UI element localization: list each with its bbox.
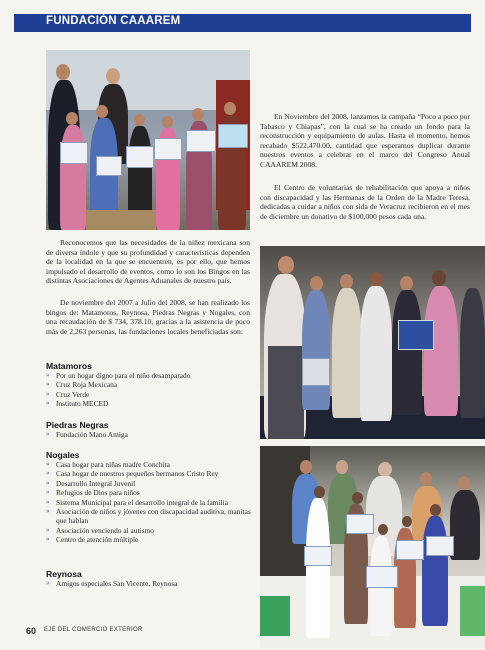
right-paragraph-1: En Noviembre del 2008, lanzamos la campaña “Poco a poco por Tabasco y Chiapas”, con la cual se ha creado un fondo para la reconstrucción y equipamiento de aulas. Hasta el momento, hemos recabado $522,470.00, cantidad que esperamos duplicar durante nuestros eventos a celebrar en el marco del Congreso Anual CAAAREM 2008.: [260, 112, 470, 169]
photo-donation-group: [260, 246, 485, 439]
list-item: » Asociación venciendo al autismo: [46, 526, 252, 535]
section-heading: Nogales: [46, 450, 80, 460]
section-list: [46, 430, 252, 439]
section-heading: Reynosa: [46, 569, 82, 579]
section-heading: Piedras Negras: [46, 420, 109, 430]
list-item: » Refugios de Dios para niños: [46, 488, 252, 497]
list-item: » Cruz Roja Mexicana: [46, 380, 252, 389]
list-item: » Instituto MECED: [46, 399, 252, 408]
list-item: » Sistema Municipal para el desarrollo integral de la familia: [46, 498, 252, 507]
photo-children-diplomas: [260, 446, 485, 649]
list-item: » Amigos especiales San Vicente, Reynosa: [46, 579, 252, 588]
photo-children-certificates: [46, 50, 250, 230]
list-item: » Desarrollo Integral Juvenil: [46, 479, 252, 488]
header-title: FUNDACIÓN CAAAREM: [46, 15, 181, 27]
section-list: [46, 371, 252, 409]
list-item: » Por un hogar digno para el niño desamparado: [46, 371, 252, 380]
publication-name: EJE DEL COMERCIO EXTERIOR: [44, 627, 143, 633]
list-item: » Casa hogar de nuestros pequeños hermanos Cristo Rey: [46, 469, 252, 478]
section-list: [46, 460, 252, 545]
left-paragraph-1: Reconocemos que las necesidades de la niñez mexicana son de diversa índole y que su profundidad y características dependen de la localidad en la que se encuentren, es por ello, que hemos impulsado el desarrollo de eventos, como lo son los Bingos en las distintas Asociaciones de Agentes Aduanales de nuestro país.: [46, 238, 250, 286]
list-item: » Asociación de niños y jóvenes con discapacidad auditiva, manitas que hablan: [46, 507, 252, 526]
page-number: 60: [26, 626, 37, 636]
page-header-bar: [14, 14, 471, 32]
section-list: [46, 579, 252, 588]
left-paragraph-2: De noviembre del 2007 a Julio del 2008, se han realizado los bingos de: Matamoros, Reynosa, Piedras Negras y Nogales, con una recaudación de $ 734, 378.10, gracias a la asistencia de poco más de 2,263 personas, las fundaciones locales beneficiadas son:: [46, 298, 250, 336]
list-item: » Centro de atención múltiple: [46, 535, 252, 544]
list-item: » Casa hogar para niñas madre Conchita: [46, 460, 252, 469]
section-heading: Matamoros: [46, 361, 92, 371]
right-paragraph-2: El Centro de voluntarias de rehabilitación que apoya a niños con discapacidad y las Hermanas de la Orden de la Madre Teresa, dedicadas a cuidar a niños con sida de Veracruz recibieron en el mes de diciembre un donativo de $100,000 pesos cada una.: [260, 183, 470, 221]
list-item: » Cruz Verde: [46, 390, 252, 399]
list-item: » Fundación Mano Amiga: [46, 430, 252, 439]
